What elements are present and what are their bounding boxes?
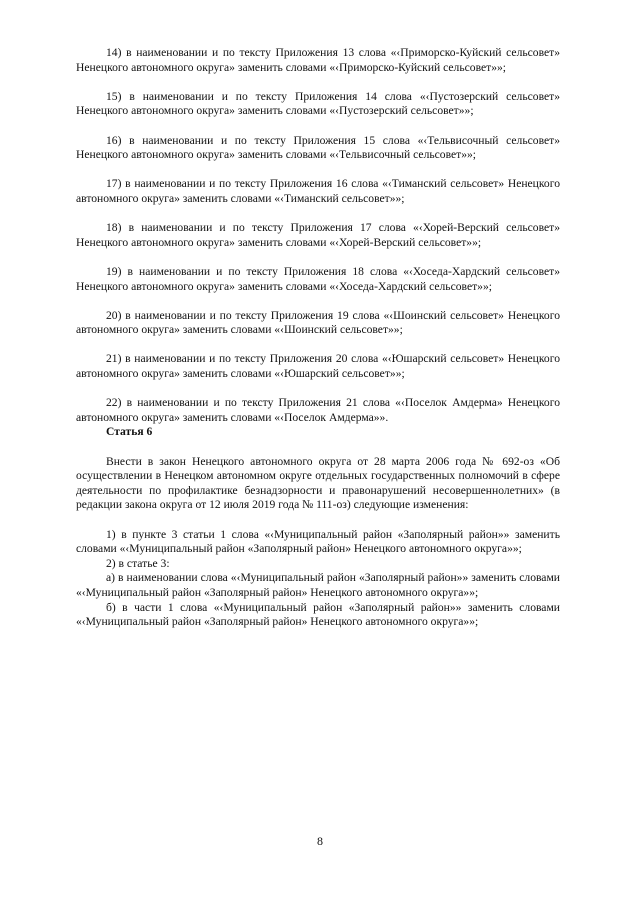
paragraph-18: 18) в наименовании и по тексту Приложения 17 слова «‹Хорей-Верский сельсовет» Ненецкого автономного округа» заменить словами «‹Хорей-Верский сельсовет»»;: [76, 221, 560, 249]
paragraph-16: 16) в наименовании и по тексту Приложения 15 слова «‹Тельвисочный сельсовет» Ненецкого автономного округа» заменить словами «‹Тельвисочный сельсовет»»;: [76, 133, 560, 162]
paragraph-17: 17) в наименовании и по тексту Приложения 16 слова «‹Тиманский сельсовет» Ненецкого автономного округа» заменить словами «‹Тиманский сельсовет»»;: [76, 177, 560, 205]
paragraph-22: 22) в наименовании и по тексту Приложения 21 слова «‹Поселок Амдерма» Ненецкого автономного округа» заменить словами «‹Поселок Амдерма»».: [76, 396, 560, 424]
paragraph-14: 14) в наименовании и по тексту Приложения 13 слова «‹Приморско-Куйский сельсовет» Ненецкого автономного округа» заменить словами «‹Приморско-Куйский сельсовет»»;: [76, 46, 560, 74]
paragraph-20: 20) в наименовании и по тексту Приложения 19 слова «‹Шоинский сельсовет» Ненецкого автономного округа» заменить словами «‹Шоинский сельсовет»»;: [76, 308, 560, 337]
paragraph-21: 21) в наименовании и по тексту Приложения 20 слова «‹Юшарский сельсовет» Ненецкого автономного округа» заменить словами «‹Юшарский сельсовет»»;: [76, 352, 560, 381]
item-2b: б) в части 1 слова «‹Муниципальный район «Заполярный район»» заменить словами «‹Муниципальный район «Заполярный район» Ненецкого автономного округа»»;: [76, 600, 560, 629]
paragraph-19: 19) в наименовании и по тексту Приложения 18 слова «‹Хоседа-Хардский сельсовет» Ненецкого автономного округа» заменить словами «‹Хоседа-Хардский сельсовет»»;: [76, 264, 560, 293]
item-2: 2) в статье 3:: [106, 556, 170, 570]
article-heading: Статья 6: [106, 425, 153, 439]
item-1: 1) в пункте 3 статьи 1 слова «‹Муниципальный район «Заполярный район»» заменить словами «‹Муниципальный район «Заполярный район» Ненецкого автономного округа»»;: [76, 527, 560, 556]
paragraph-15: 15) в наименовании и по тексту Приложения 14 слова «‹Пустозерский сельсовет» Ненецкого автономного округа» заменить словами «‹Пустозерский сельсовет»»;: [76, 89, 560, 118]
item-2a: а) в наименовании слова «‹Муниципальный район «Заполярный район»» заменить словами «‹Муниципальный район «Заполярный район» Ненецкого автономного округа»»;: [76, 571, 560, 599]
document-body: [76, 46, 560, 630]
article-intro: Внести в закон Ненецкого автономного округа от 28 марта 2006 года № 692-оз «Об осуществлении в Ненецком автономном округе отдельных государственных полномочий в сфере деятельности по профилактике безнадзорности и правонарушений несовершеннолетних» (в редакции закона округа от 12 июля 2019 года № 111-оз) следующие изменения:: [76, 454, 560, 512]
page-number: 8: [317, 834, 323, 848]
